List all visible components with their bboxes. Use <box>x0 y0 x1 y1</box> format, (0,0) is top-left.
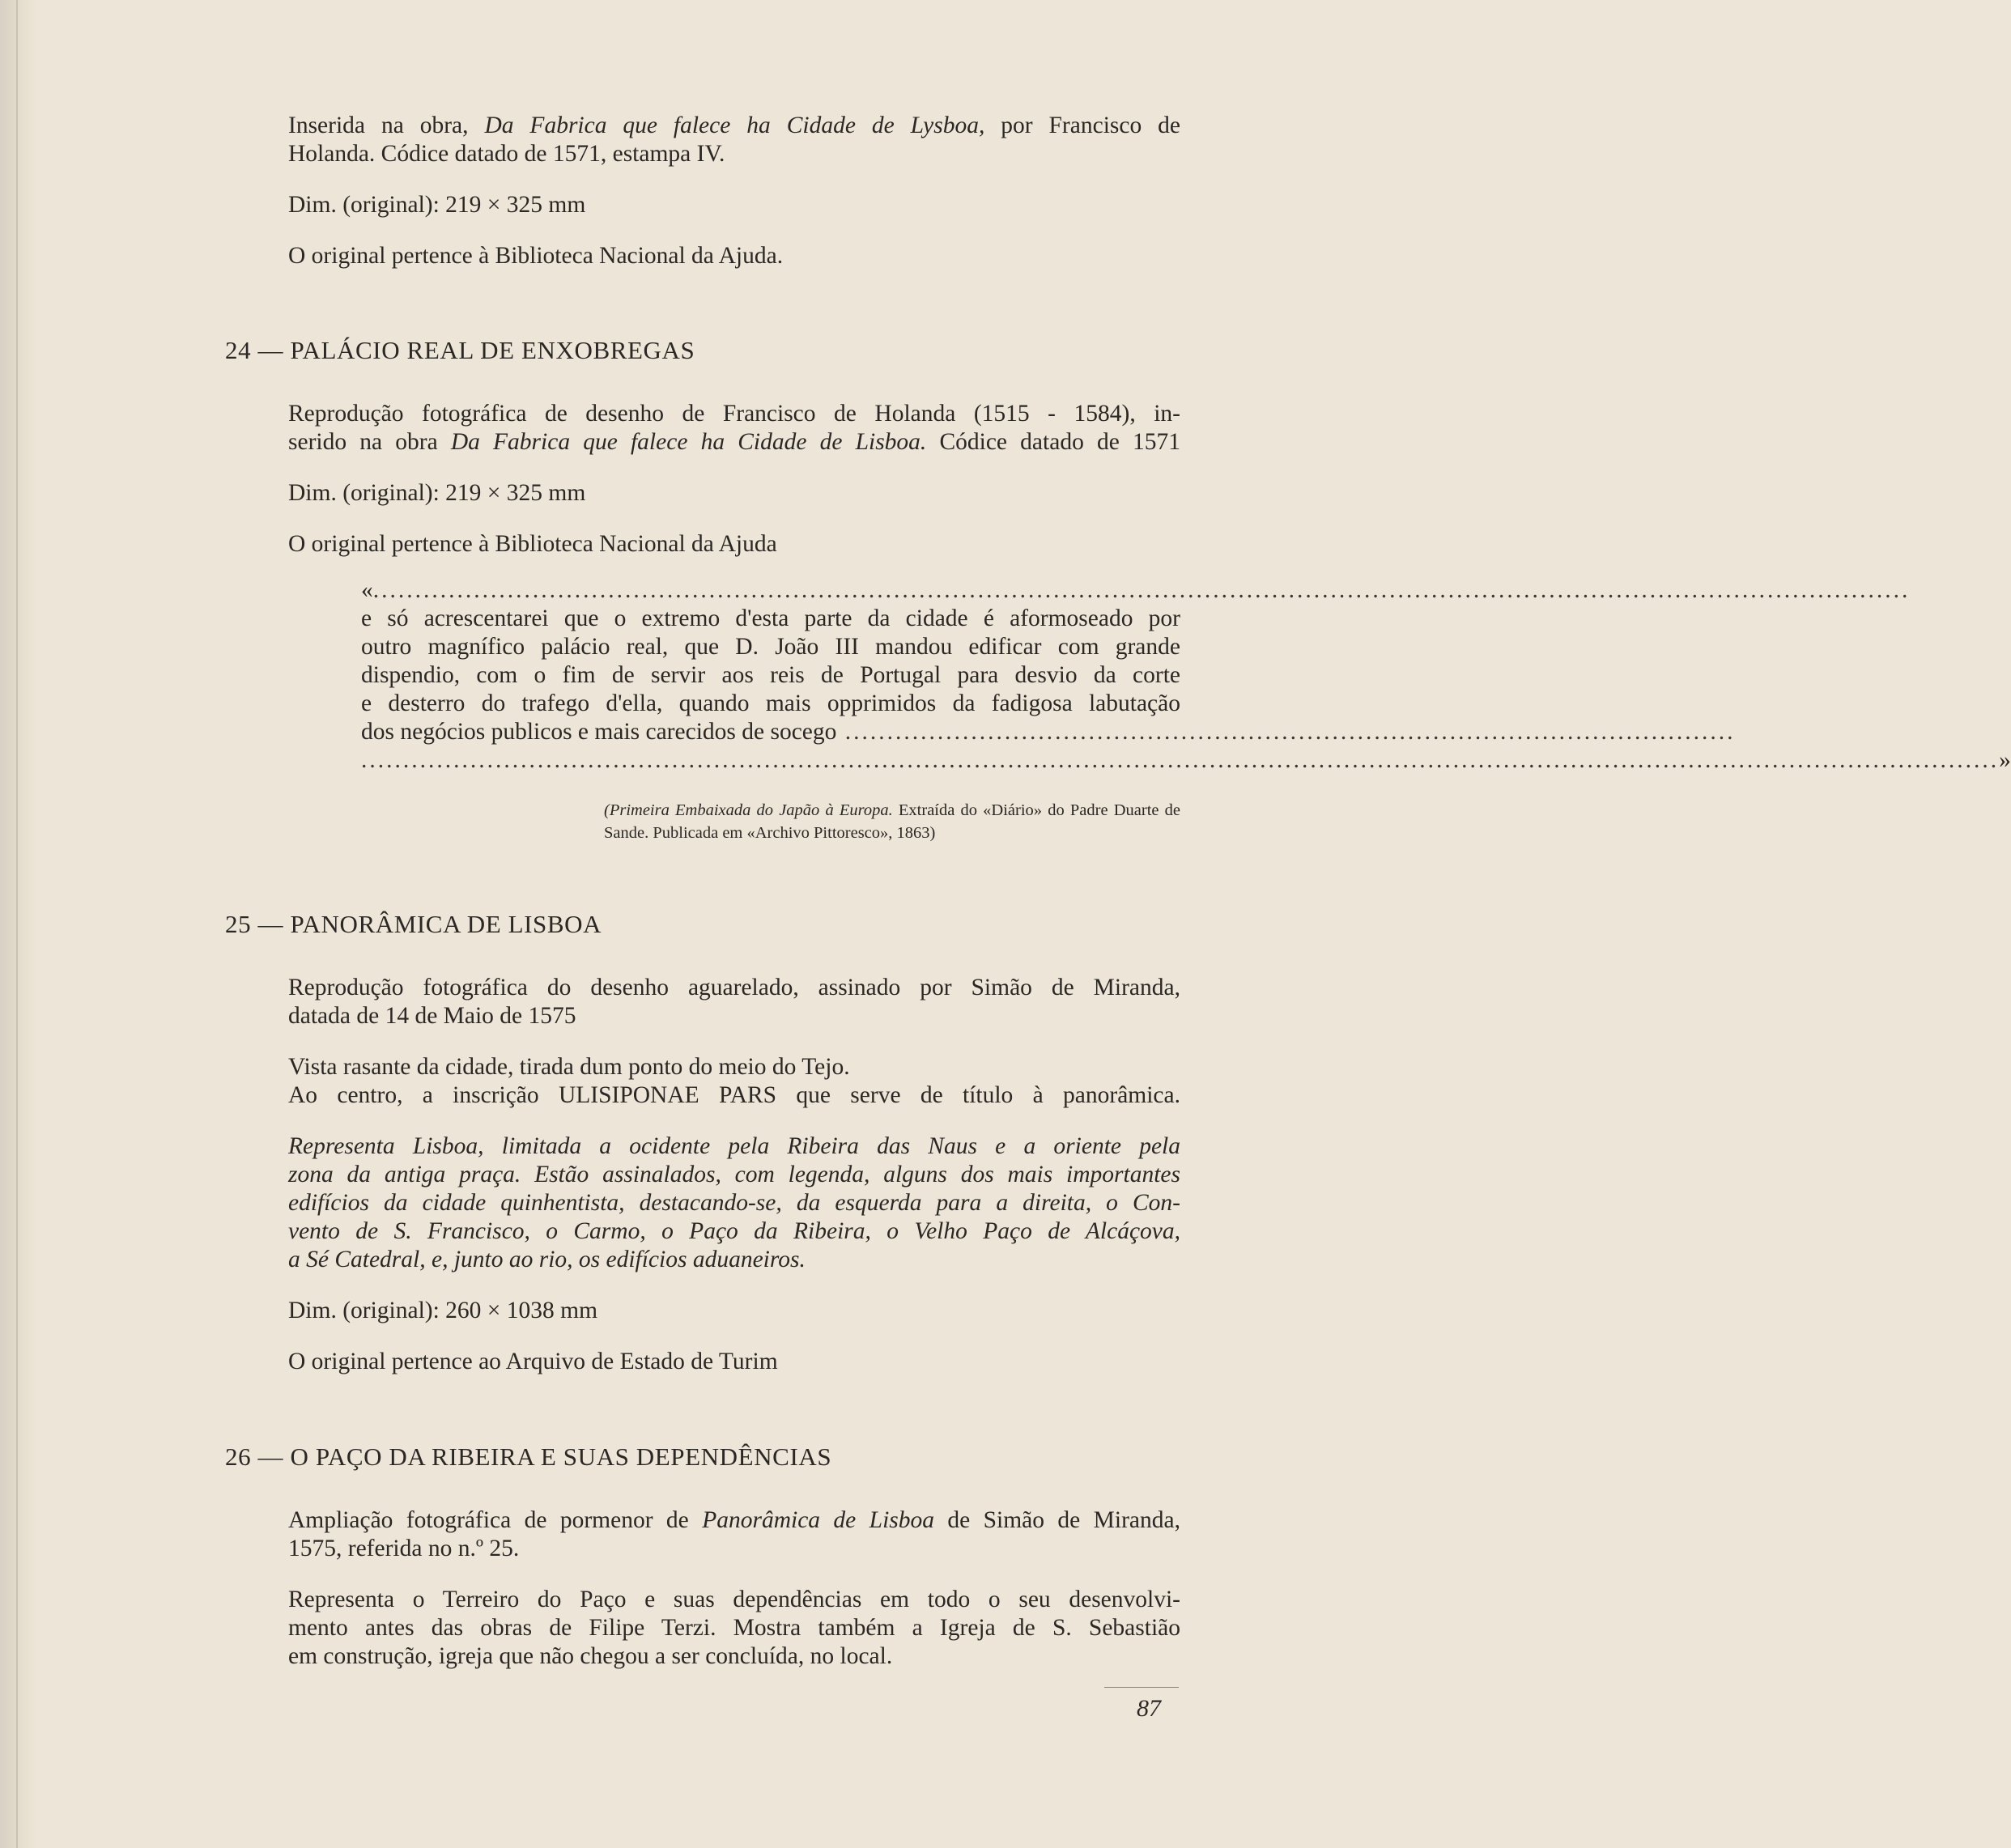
ellipsis-dots: .......................................................................................................... <box>836 719 1736 745</box>
ellipsis-dots: ....................................................................................................................................................................................... <box>372 577 1911 603</box>
page-content <box>225 112 2011 1671</box>
page-edge <box>0 0 37 1848</box>
quote-close-mark: » <box>1999 747 2011 773</box>
quote-open-line <box>361 576 1911 605</box>
entry-25-heading: 25 — PANORÂMICA DE LISBOA <box>225 910 602 938</box>
entry-24-citation: (Primeira Embaixada do Japão à Europa. Extraída do «Diário» do Padre Duarte de Sande. Publicada em «Archivo Pittoresco», 1863) <box>604 801 1180 842</box>
entry-25-view-line-1: Vista rasante da cidade, tirada dum ponto do meio do Tejo. <box>288 1054 850 1080</box>
representation-line: zona da antiga praça. Estão assinalados, com legenda, alguns dos mais importantes <box>288 1162 1180 1187</box>
representation-line: Representa Lisboa, limitada a ocidente pela Ribeira das Naus e a oriente pela <box>288 1133 1180 1159</box>
entry-26-heading: 26 — O PAÇO DA RIBEIRA E SUAS DEPENDÊNCIAS <box>225 1442 832 1471</box>
quote-line: dispendio, com o fim de servir aos reis de Portugal para desvio da corte <box>361 662 1180 688</box>
representation-line: a Sé Catedral, e, junto ao rio, os edifícios aduaneiros. <box>288 1247 806 1272</box>
entry-24-dimensions: Dim. (original): 219 × 325 mm <box>288 480 586 506</box>
quote-last-line: dos negócios publicos e mais carecidos de socego .......................................................................................................... <box>361 719 1736 745</box>
quote-open-mark: « <box>361 577 373 603</box>
entry-26-desc-line-2: 1575, referida no n.º 25. <box>288 1536 520 1561</box>
entry-25-view-line-2: Ao centro, a inscrição ULISIPONAE PARS que serve de título à panorâmica. <box>288 1082 1180 1108</box>
intro-dimensions: Dim. (original): 219 × 325 mm <box>288 192 586 218</box>
entry-24-owner: O original pertence à Biblioteca Nacional da Ajuda <box>288 531 777 557</box>
representation-line: vento de S. Francisco, o Carmo, o Paço da Ribeira, o Velho Paço de Alcáçova, <box>288 1218 1180 1244</box>
entry-25-owner: O original pertence ao Arquivo de Estado de Turim <box>288 1349 778 1374</box>
entry-25-desc-line-2: datada de 14 de Maio de 1575 <box>288 1003 576 1029</box>
entry-25-dimensions: Dim. (original): 260 × 1038 mm <box>288 1298 598 1323</box>
entry-26-desc-line-1: Ampliação fotográfica de pormenor de Panorâmica de Lisboa de Simão de Miranda, <box>288 1507 1180 1533</box>
representation-line: mento antes das obras de Filipe Terzi. Mostra também a Igreja de S. Sebastião <box>288 1615 1180 1641</box>
intro-line-1: Inserida na obra, Da Fabrica que falece ha Cidade de Lysboa, por Francisco de <box>288 113 1180 138</box>
intro-line-2: Holanda. Códice datado de 1571, estampa IV. <box>288 141 725 167</box>
entry-24-quote <box>361 576 2011 775</box>
binding-line <box>16 0 18 1848</box>
quote-line: outro magnífico palácio real, que D. João III mandou edificar com grande <box>361 634 1180 660</box>
intro-owner: O original pertence à Biblioteca Nacional da Ajuda. <box>288 243 784 269</box>
entry-25-representation <box>288 1132 1180 1274</box>
footer-rule <box>1104 1687 1179 1688</box>
representation-line: em construção, igreja que não chegou a ser concluída, no local. <box>288 1643 893 1669</box>
entry-26-representation <box>288 1586 1180 1671</box>
entry-24-desc-line-2: serido na obra Da Fabrica que falece ha Cidade de Lisboa. Códice datado de 1571 <box>288 429 1180 455</box>
quote-line: e só acrescentarei que o extremo d'esta parte da cidade é aformoseado por <box>361 605 1180 631</box>
quote-close-line <box>361 746 2011 775</box>
ellipsis-dots: ................................................................................................................................................................................................... <box>361 747 2000 773</box>
entry-25-desc-line-1: Reprodução fotográfica do desenho aguarelado, assinado por Simão de Miranda, <box>288 975 1180 1000</box>
entry-24-heading: 24 — PALÁCIO REAL DE ENXOBREGAS <box>225 336 695 364</box>
representation-line: Representa o Terreiro do Paço e suas dependências em todo o seu desenvolvi- <box>288 1587 1180 1612</box>
quote-line: e desterro do trafego d'ella, quando mais opprimidos da fadigosa labutação <box>361 690 1180 716</box>
representation-line: edifícios da cidade quinhentista, destacando-se, da esquerda para a direita, o Con- <box>288 1190 1180 1216</box>
entry-24-desc-line-1: Reprodução fotográfica de desenho de Francisco de Holanda (1515 - 1584), in- <box>288 401 1180 427</box>
page-number: 87 <box>1137 1695 1161 1722</box>
